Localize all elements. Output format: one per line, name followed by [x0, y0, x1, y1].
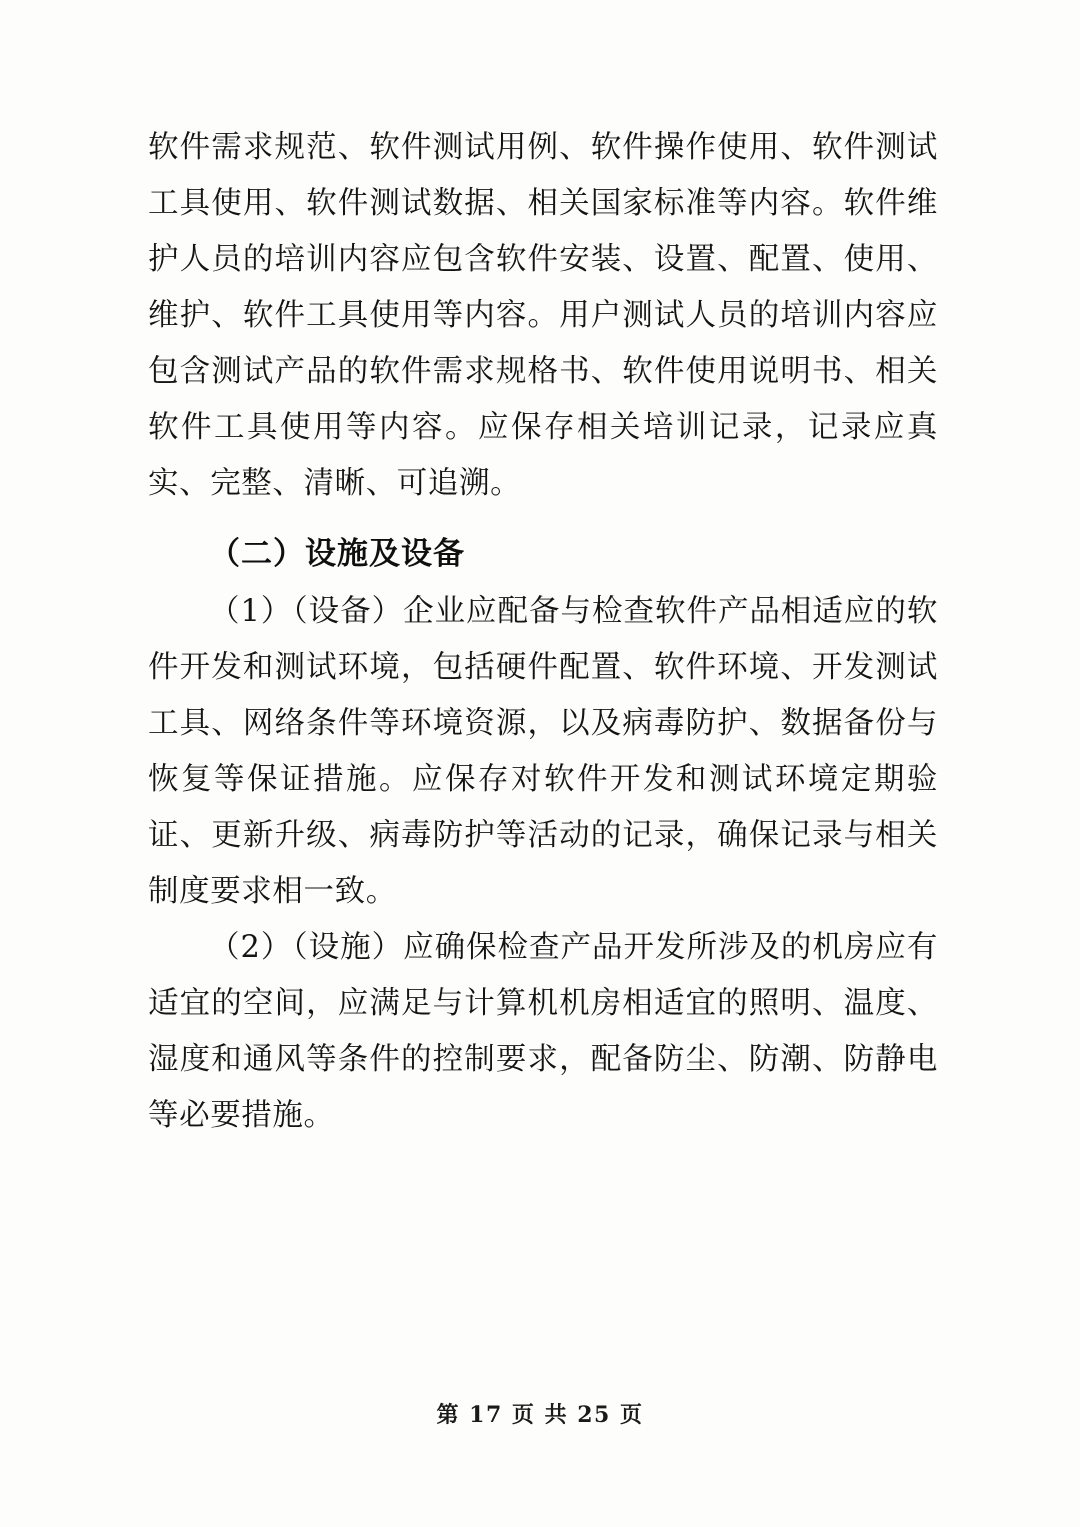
page-content — [148, 120, 938, 1144]
numbered-item-1: （1）（设备）企业应配备与检查软件产品相适应的软件开发和测试环境，包括硬件配置、软件环境、开发测试工具、网络条件等环境资源，以及病毒防护、数据备份与恢复等保证措施。应保存对软件开发和测试环境定期验证、更新升级、病毒防护等活动的记录，确保记录与相关制度要求相一致。 — [148, 594, 938, 909]
body-paragraph-1: 软件需求规范、软件测试用例、软件操作使用、软件测试工具使用、软件测试数据、相关国家标准等内容。软件维护人员的培训内容应包含软件安装、设置、配置、使用、维护、软件工具使用等内容。用户测试人员的培训内容应包含测试产品的软件需求规格书、软件使用说明书、相关软件工具使用等内容。应保存相关培训记录，记录应真实、完整、清晰、可追溯。 — [148, 130, 938, 501]
spacer — [148, 512, 938, 516]
page-footer: 第 17 页 共 25 页 — [436, 1402, 644, 1428]
numbered-item-2: （2）（设施）应确保检查产品开发所涉及的机房应有适宜的空间，应满足与计算机机房相适宜的照明、温度、湿度和通风等条件的控制要求，配备防尘、防潮、防静电等必要措施。 — [148, 930, 938, 1133]
section-heading-facilities: （二）设施及设备 — [209, 536, 465, 572]
